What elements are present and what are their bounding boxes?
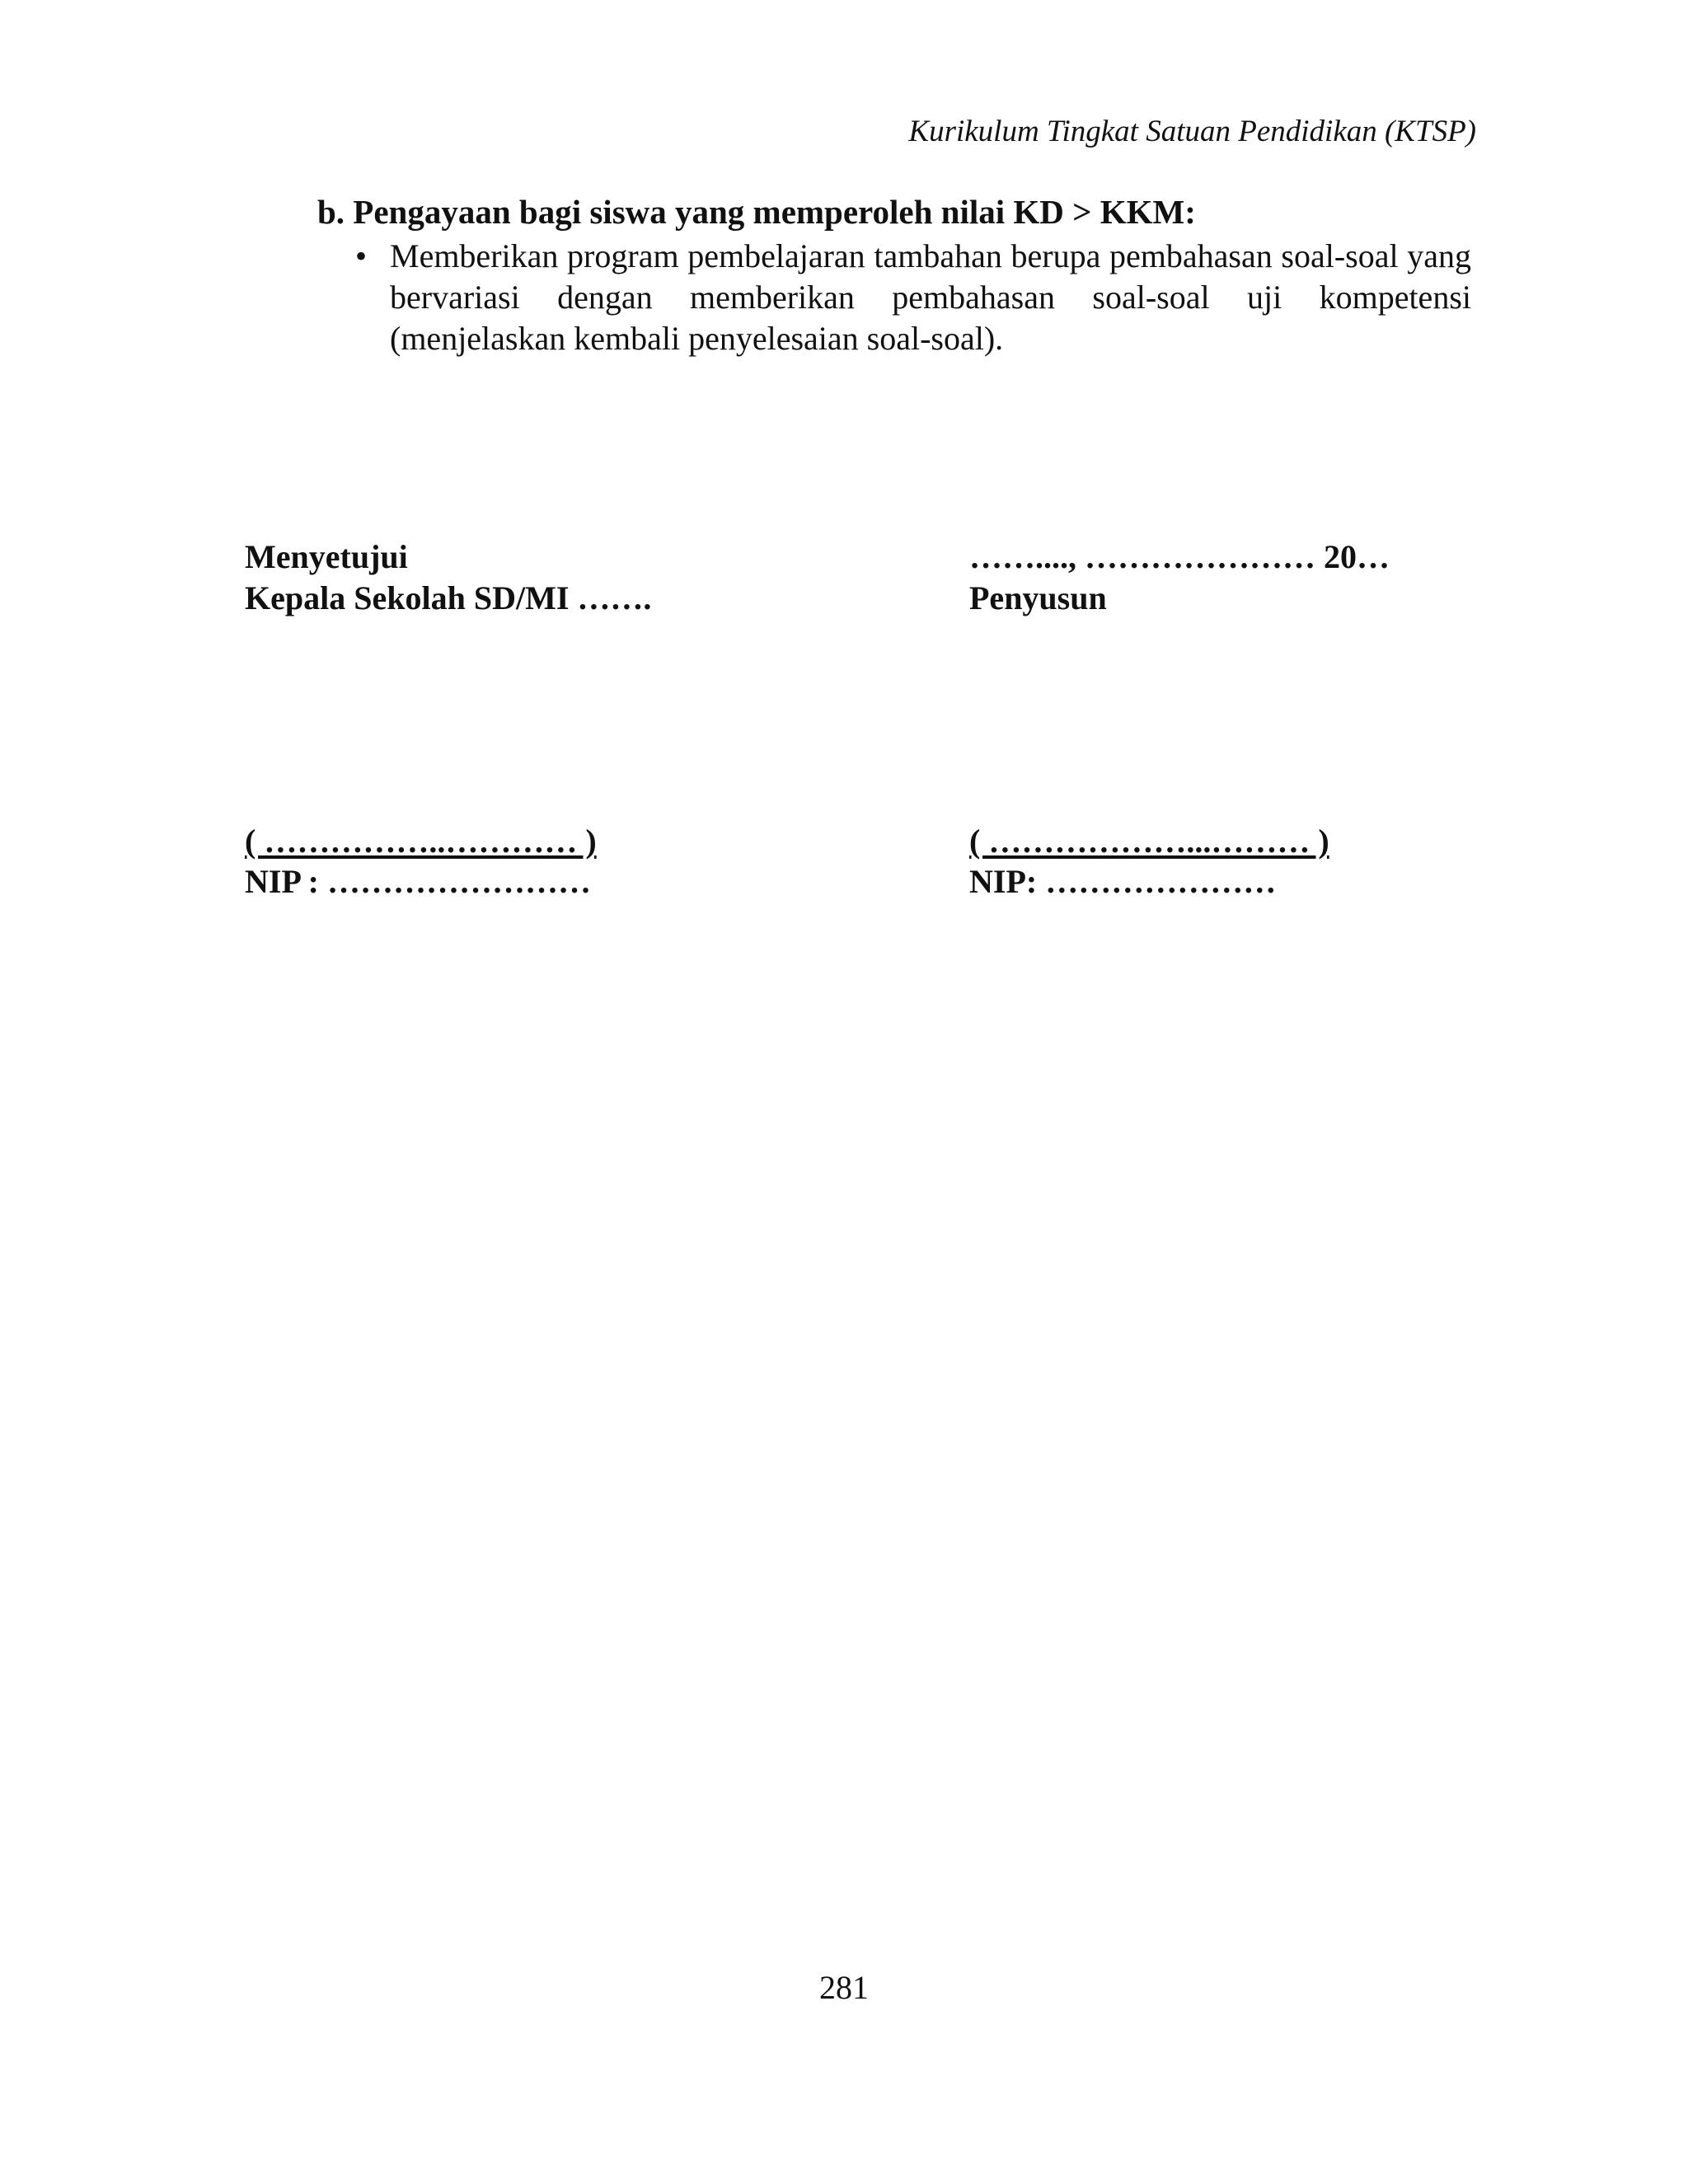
bullet-list [350,236,1471,359]
compiler-name-field: ( ………………...……… ) [969,823,1329,860]
list-item [350,236,1471,359]
compiler-role: Penyusun [969,579,1107,616]
running-header: Kurikulum Tingkat Satuan Pendidikan (KTSP) [908,115,1476,148]
page-number: 281 [819,1969,869,2006]
approval-label: Menyetujui [245,538,408,575]
bullet-icon: • [355,237,368,274]
compiler-nip: NIP: ………………… [969,863,1277,900]
list-item-text: Memberikan program pembelajaran tambahan berupa pembahasan soal-soal yang bervariasi dengan memberikan pembahasan soal-soal uji kompetensi (menjelaskan kembali penyelesaian soal-soal). [390,237,1471,357]
principal-role: Kepala Sekolah SD/MI ……. [245,579,652,616]
principal-nip: NIP : …………………… [245,863,591,900]
place-date-line: ……...., ………………… 20… [969,538,1390,575]
principal-name-field: ( ……………..………… ) [245,823,597,860]
section-heading: b. Pengayaan bagi siswa yang memperoleh nilai KD > KKM: [317,193,1196,231]
